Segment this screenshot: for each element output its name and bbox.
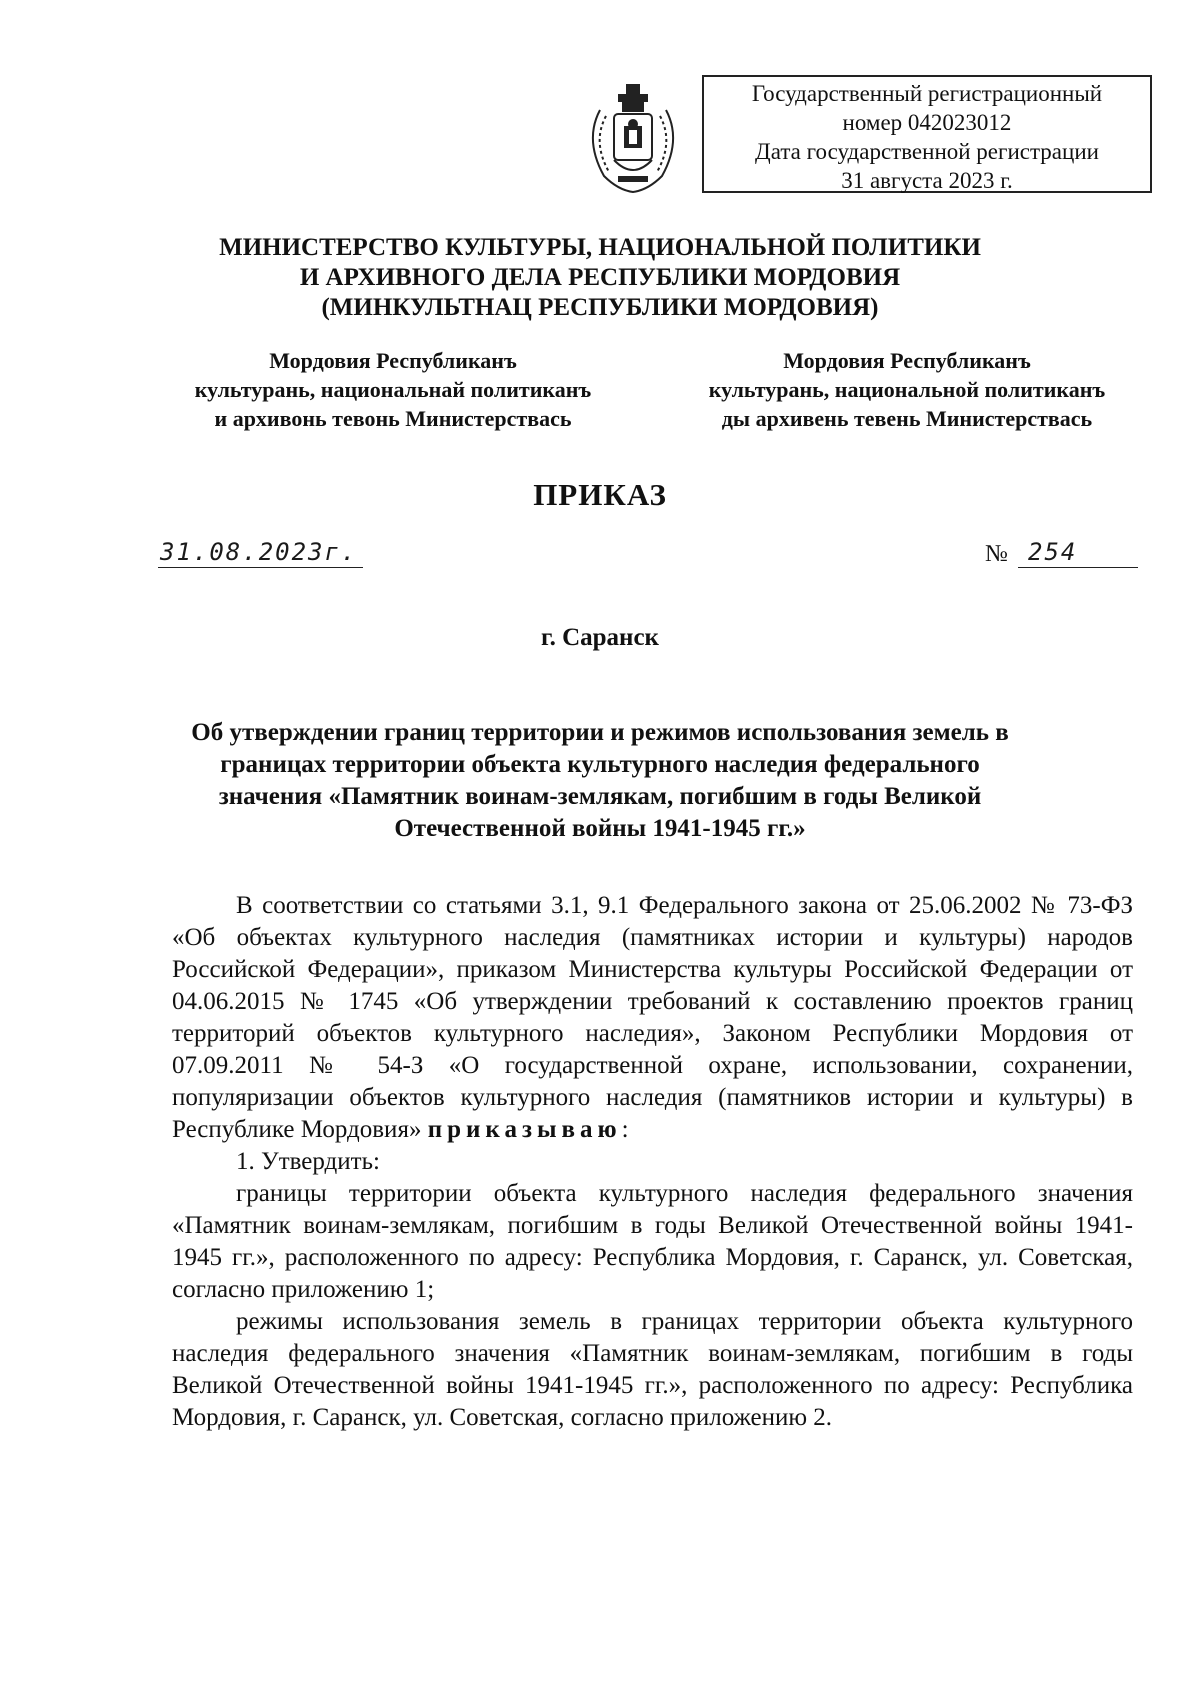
erzya-line-2: культурань, национальной политиканъ [708,377,1106,402]
order-word: приказываю [427,1116,622,1143]
moksha-line-2: культурань, национальнай политиканъ [194,377,592,402]
city-name: г. Саранск [541,624,659,651]
ministry-line-3: (МИНКУЛЬТНАЦ РЕСПУБЛИКИ МОРДОВИЯ) [321,294,879,321]
moksha-line-3: и архивонь тевонь Министерствась [214,406,572,431]
registration-number: номер 042023012 [842,110,1012,135]
order-colon: : [621,1116,629,1143]
order-body [172,890,1133,1434]
subject-line-1: Об утверждении границ территории и режимов использования земель в [191,719,1009,746]
subject-line-3: значения «Памятник воинам-землякам, погибшим в годы Великой [218,783,982,810]
registration-stamp [702,75,1152,193]
order-subject [170,717,1030,845]
registration-date: 31 августа 2023 г. [841,168,1013,193]
preamble-text: В соответствии со статьями 3.1, 9.1 Федерального закона от 25.06.2002 № 73-ФЗ «Об объектах культурного наследия (памятниках истории и культуры) народов Российской Федерации», приказом Министерства культуры Российской Федерации от 04.06.2015 № 1745 «Об утверждении требований к составлению проектов границ территорий объектов культурного наследия», Законом Республики Мордовия от 07.09.2011 № 54-З «О государственной охране, использовании, сохранении, популяризации объектов культурного наследия (памятников истории и культуры) в Республике Мордовия» [172,892,1133,1143]
item-1-boundaries: границы территории объекта культурного наследия федерального значения «Памятник воинам-землякам, погибшим в годы Великой Отечественной войны 1941-1945 гг.», расположенного по адресу: Республика Мордовия, г. Саранск, ул. Советская, согласно приложению 1; [172,1180,1133,1303]
ministry-name [200,233,1000,323]
erzya-line-3: ды архивень тевень Министерствась [721,406,1093,431]
ministry-line-1: МИНИСТЕРСТВО КУЛЬТУРЫ, НАЦИОНАЛЬНОЙ ПОЛИТИКИ [219,234,981,261]
subject-line-2: границах территории объекта культурного наследия федерального [220,751,980,778]
handwritten-date: 31.08.2023г. [160,538,358,566]
ministry-line-2: И АРХИВНОГО ДЕЛА РЕСПУБЛИКИ МОРДОВИЯ [299,264,901,291]
ministry-name-erzya [672,346,1142,433]
ministry-name-moksha [158,346,628,433]
number-sign: № [985,541,1008,567]
document-title: ПРИКАЗ [533,477,667,512]
preamble-paragraph [172,890,1133,1146]
subject-line-4: Отечественной войны 1941-1945 гг.» [394,815,806,842]
coat-of-arms-icon [578,80,688,198]
erzya-line-1: Мордовия Республиканъ [783,348,1031,373]
registration-line-1: Государственный регистрационный [751,81,1103,106]
item-1-land-use: режимы использования земель в границах территории объекта культурного наследия федерального значения «Памятник воинам-землякам, погибшим в годы Великой Отечественной войны 1941-1945 гг.», расположенного по адресу: Республика Мордовия, г. Саранск, ул. Советская, согласно приложению 2. [172,1308,1133,1431]
item-1: 1. Утвердить: [236,1148,380,1175]
handwritten-number: 254 [1028,538,1078,566]
registration-line-3: Дата государственной регистрации [755,139,1099,164]
moksha-line-1: Мордовия Республиканъ [269,348,517,373]
